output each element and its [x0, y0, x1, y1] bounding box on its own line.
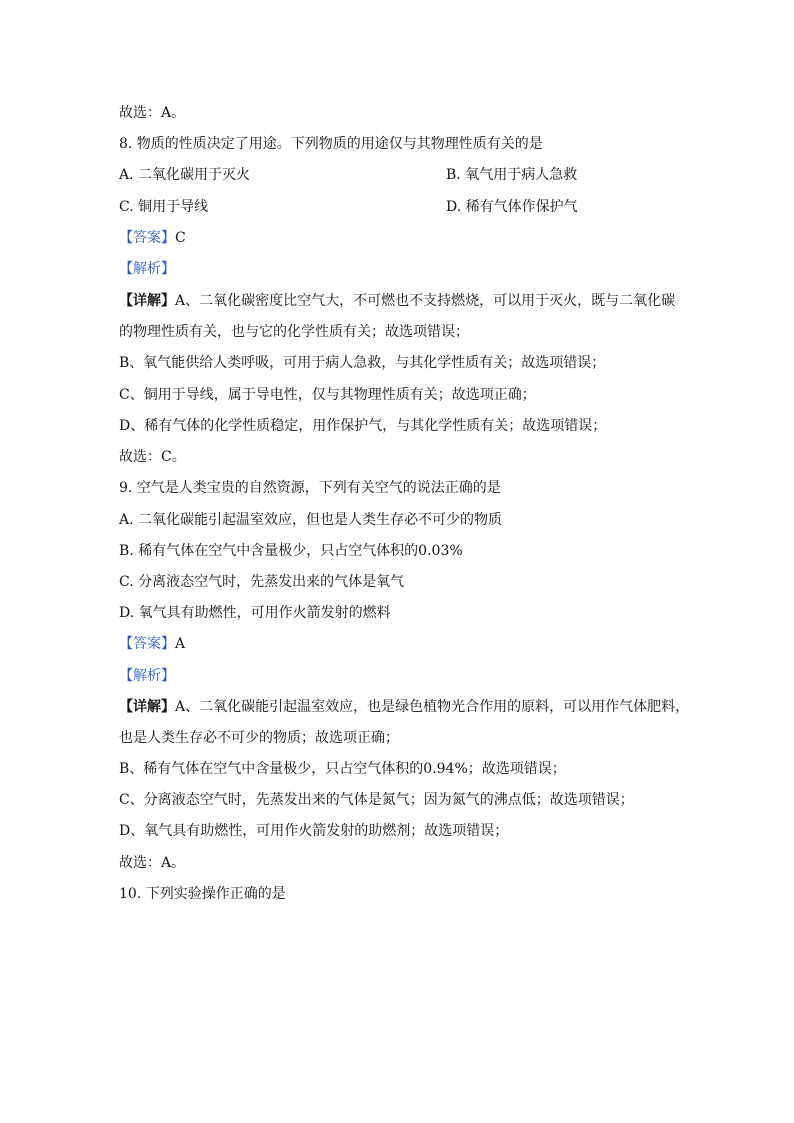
question-8-option-b: B. 氧气用于病人急救 [446, 167, 578, 183]
question-8-conclusion: 故选：C。 [119, 449, 186, 465]
question-9-stem: 9. 空气是人类宝贵的自然资源，下列有关空气的说法正确的是 [119, 480, 501, 496]
question-8-explanation-c: C、铜用于导线，属于导电性，仅与其物理性质有关；故选项正确； [119, 387, 536, 403]
question-8-explanation-d: D、稀有气体的化学性质稳定，用作保护气，与其化学性质有关；故选项错误； [119, 418, 607, 434]
question-8-explanation-b: B、氧气能供给人类呼吸，可用于病人急救，与其化学性质有关；故选项错误； [119, 355, 606, 371]
question-8-explanation-cont: 的物理性质有关，也与它的化学性质有关；故选项错误； [119, 324, 469, 340]
question-9-answer: 【答案】A [119, 636, 186, 652]
question-8-stem: 8. 物质的性质决定了用途。下列物质的用途仅与其物理性质有关的是 [119, 136, 543, 152]
question-8-option-d: D. 稀有气体作保护气 [446, 199, 578, 215]
answer-tag: 【答案】 [119, 230, 175, 246]
question-9-option-d: D. 氧气具有助燃性，可用作火箭发射的燃料 [119, 605, 391, 621]
question-8-explanation: 【详解】A、二氧化碳密度比空气大，不可燃也不支持燃烧，可以用于灭火，既与二氧化碳 [119, 293, 676, 309]
question-8-option-a: A. 二氧化碳用于灭火 [119, 167, 251, 183]
question-9-option-c: C. 分离液态空气时，先蒸发出来的气体是氧气 [119, 574, 405, 590]
question-9-analysis-heading [119, 667, 175, 685]
question-9-explanation: 【详解】A、二氧化碳能引起温室效应，也是绿色植物光合作用的原料，可以用作气体肥料， [119, 699, 690, 715]
question-9-conclusion: 故选：A。 [119, 855, 186, 871]
answer-conclusion: 故选：A。 [119, 105, 186, 121]
question-8-analysis-heading [119, 260, 175, 278]
question-9-explanation-d: D、氧气具有助燃性，可用作火箭发射的助燃剂；故选项错误； [119, 823, 509, 839]
question-9-option-b: B. 稀有气体在空气中含量极少，只占空气体积的0.03% [119, 543, 463, 559]
question-9-explanation-b: B、稀有气体在空气中含量极少，只占空气体积的0.94%；故选项错误； [119, 761, 566, 777]
question-9-explanation-c: C、分离液态空气时，先蒸发出来的气体是氮气；因为氮气的沸点低；故选项错误； [119, 792, 634, 808]
question-10-stem: 10. 下列实验操作正确的是 [119, 886, 286, 902]
question-9-option-a: A. 二氧化碳能引起温室效应，但也是人类生存必不可少的物质 [119, 512, 503, 528]
answer-tag: 【答案】 [119, 636, 175, 652]
analysis-tag: 【解析】 [119, 668, 175, 684]
question-9-explanation-cont: 也是人类生存必不可少的物质；故选项正确； [119, 730, 399, 746]
question-8-answer: 【答案】C [119, 230, 186, 246]
explanation-tag: 【详解】 [119, 699, 175, 715]
explanation-tag: 【详解】 [119, 293, 175, 309]
analysis-tag: 【解析】 [119, 261, 175, 277]
question-8-option-c: C. 铜用于导线 [119, 199, 209, 215]
